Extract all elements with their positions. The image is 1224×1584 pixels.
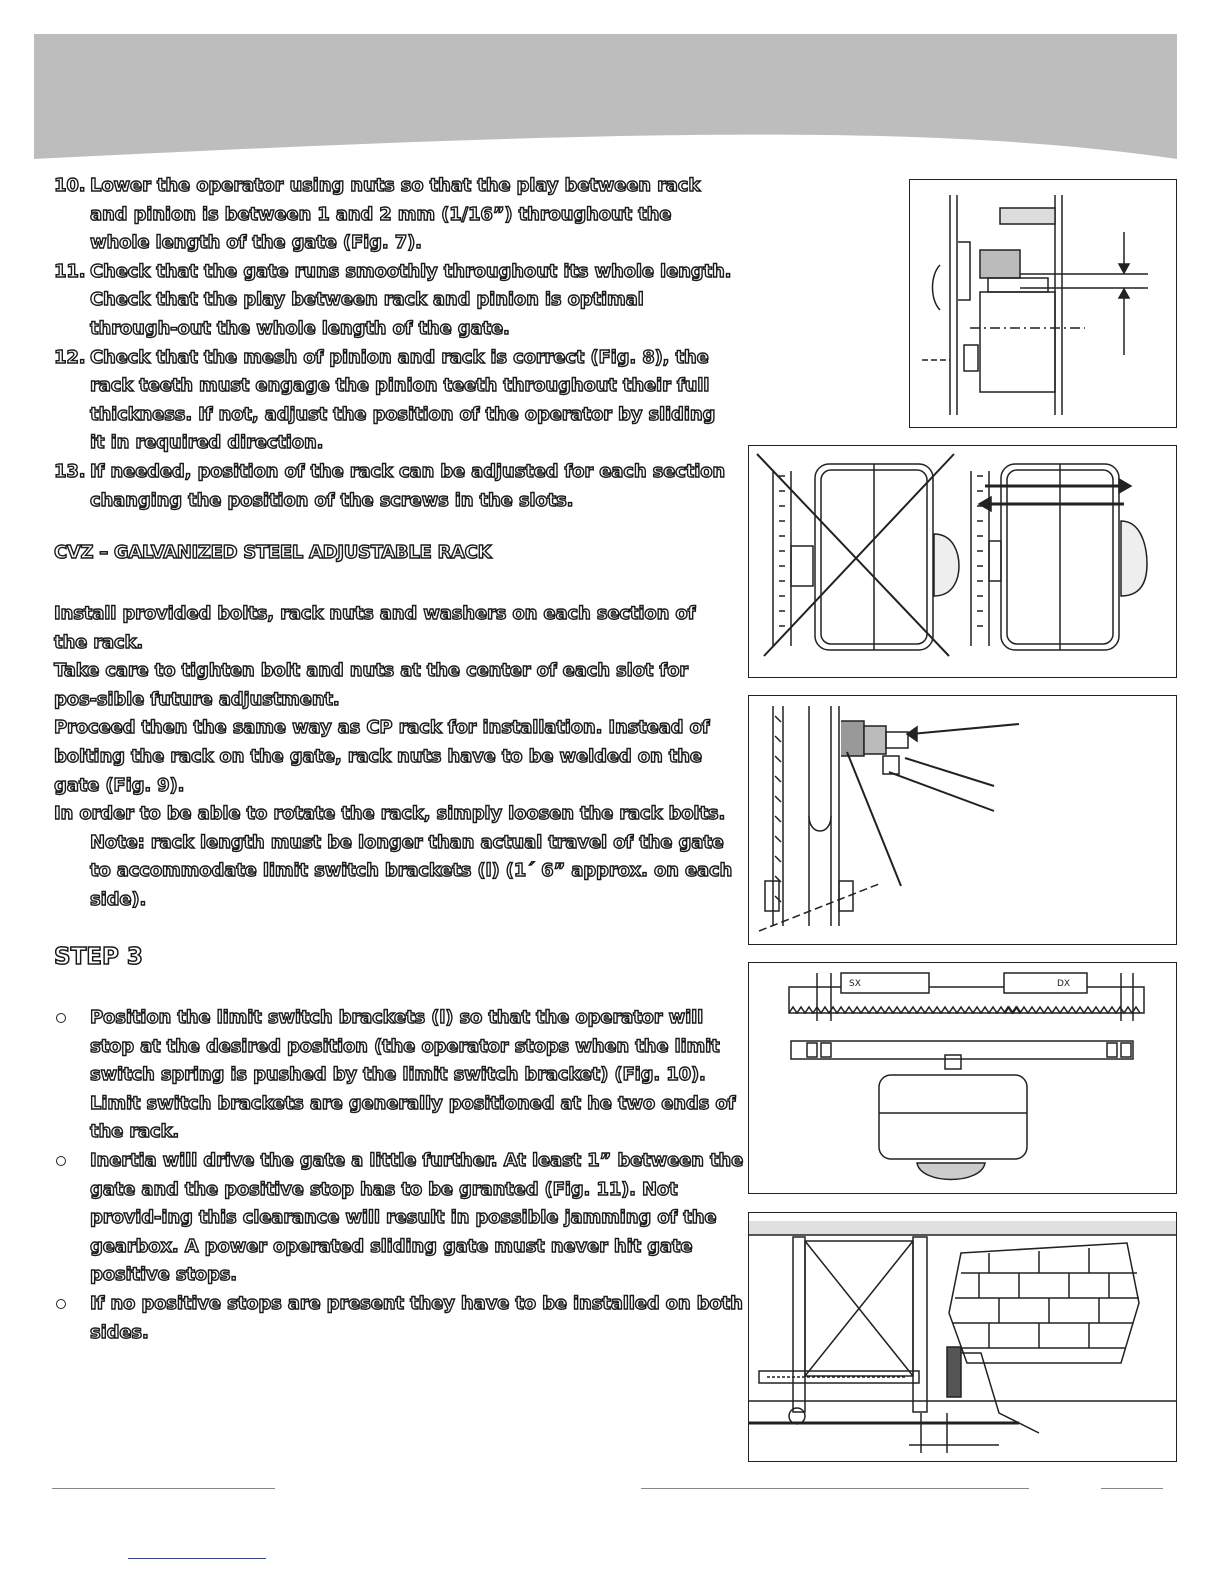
step-item-10 <box>54 172 734 258</box>
step-item-12 <box>54 344 734 458</box>
mesh-correct <box>971 464 1147 650</box>
footer-rule-right <box>1101 1488 1163 1489</box>
figure-7-rack-play <box>909 179 1177 428</box>
cvz-paragraph-2: Take care to tighten bolt and nuts at the center of each slot for pos-sible future adjustment. <box>54 660 689 710</box>
bullet-text: Position the limit switch brackets (l) so that the operator will stop at the desired position (the operator stops when the limit switch spring is pushed by the limit switch bracket) (Fig. 10). Limit switch brackets are generally positioned at he two ends of the rack. <box>90 1007 736 1143</box>
cvz-body <box>54 600 734 915</box>
cvz-heading: CVZ – GALVANIZED STEEL ADJUSTABLE RACK <box>54 542 492 563</box>
figure-8-mesh <box>748 445 1177 678</box>
step-number: 10. <box>54 175 86 196</box>
cvz-paragraph-4: In order to be able to rotate the rack, simply loosen the rack bolts. <box>54 803 726 825</box>
header-band <box>34 34 1177 159</box>
bullet-icon <box>56 1156 66 1166</box>
step3-heading: STEP 3 <box>54 944 143 970</box>
steps-list <box>54 172 734 515</box>
footer-link-underline[interactable] <box>128 1558 266 1559</box>
bullet-item <box>54 1004 744 1147</box>
bullet-item <box>54 1290 744 1347</box>
step-number: 13. <box>54 460 86 482</box>
bullet-icon <box>56 1299 66 1309</box>
step-item-11 <box>54 258 734 344</box>
cvz-paragraph-1: Install provided bolts, rack nuts and washers on each section of the rack. <box>54 603 696 653</box>
fig10-label-sx: SX <box>849 979 861 989</box>
bullet-icon <box>56 1013 66 1023</box>
step-text: Check that the mesh of pinion and rack is correct (Fig. 8), the rack teeth must engage the pinion teeth throughout their full thickness. If not, adjust the position of the operator by sliding it in required direction. <box>90 346 716 454</box>
figure-10-limit-switch <box>748 962 1177 1194</box>
step3-bullets <box>54 1004 744 1347</box>
step-number: 12. <box>54 346 86 368</box>
bullet-text: If no positive stops are present they have to be installed on both sides. <box>90 1292 743 1343</box>
step-text: Check that the gate runs smoothly throughout its whole length. Check that the play between rack and pinion is optimal through-out the whole length of the gate. <box>90 260 732 339</box>
mesh-incorrect <box>757 454 959 656</box>
footer-rule-left <box>52 1488 275 1489</box>
step-text: If needed, position of the rack can be adjusted for each section changing the position of the screws in the slots. <box>90 460 726 511</box>
figure-11-positive-stop <box>748 1212 1177 1462</box>
cvz-paragraph-3: Proceed then the same way as CP rack for installation. Instead of bolting the rack on the gate, rack nuts have to be welded on the gate (Fig. 9). <box>54 717 710 796</box>
step-number: 11. <box>54 260 86 282</box>
bullet-text: Inertia will drive the gate a little further. At least 1” between the gate and the positive stop has to be granted (Fig. 11). Not provid-ing this clearance will result in possible jamming of the gearbox. <box>90 1149 744 1257</box>
step-text: Lower the operator using nuts so that the play between rack and pinion is between 1 and 2 mm (1/16”) throughout the whole length of the gate (Fig. 7). <box>90 175 701 254</box>
step-item-13 <box>54 458 734 515</box>
figure-9-welded-nuts <box>748 695 1177 945</box>
bullet-item <box>54 1147 744 1290</box>
cvz-note: Note: rack length must be longer than actual travel of the gate to accommodate limit switch brackets (l) (1´ 6” approx. on each side). <box>90 831 733 910</box>
fig10-label-dx: DX <box>1057 979 1071 989</box>
bullet-strong-text: A power operated sliding gate must never hit gate positive stops. <box>90 1235 693 1286</box>
footer-rule-center <box>641 1488 1029 1489</box>
